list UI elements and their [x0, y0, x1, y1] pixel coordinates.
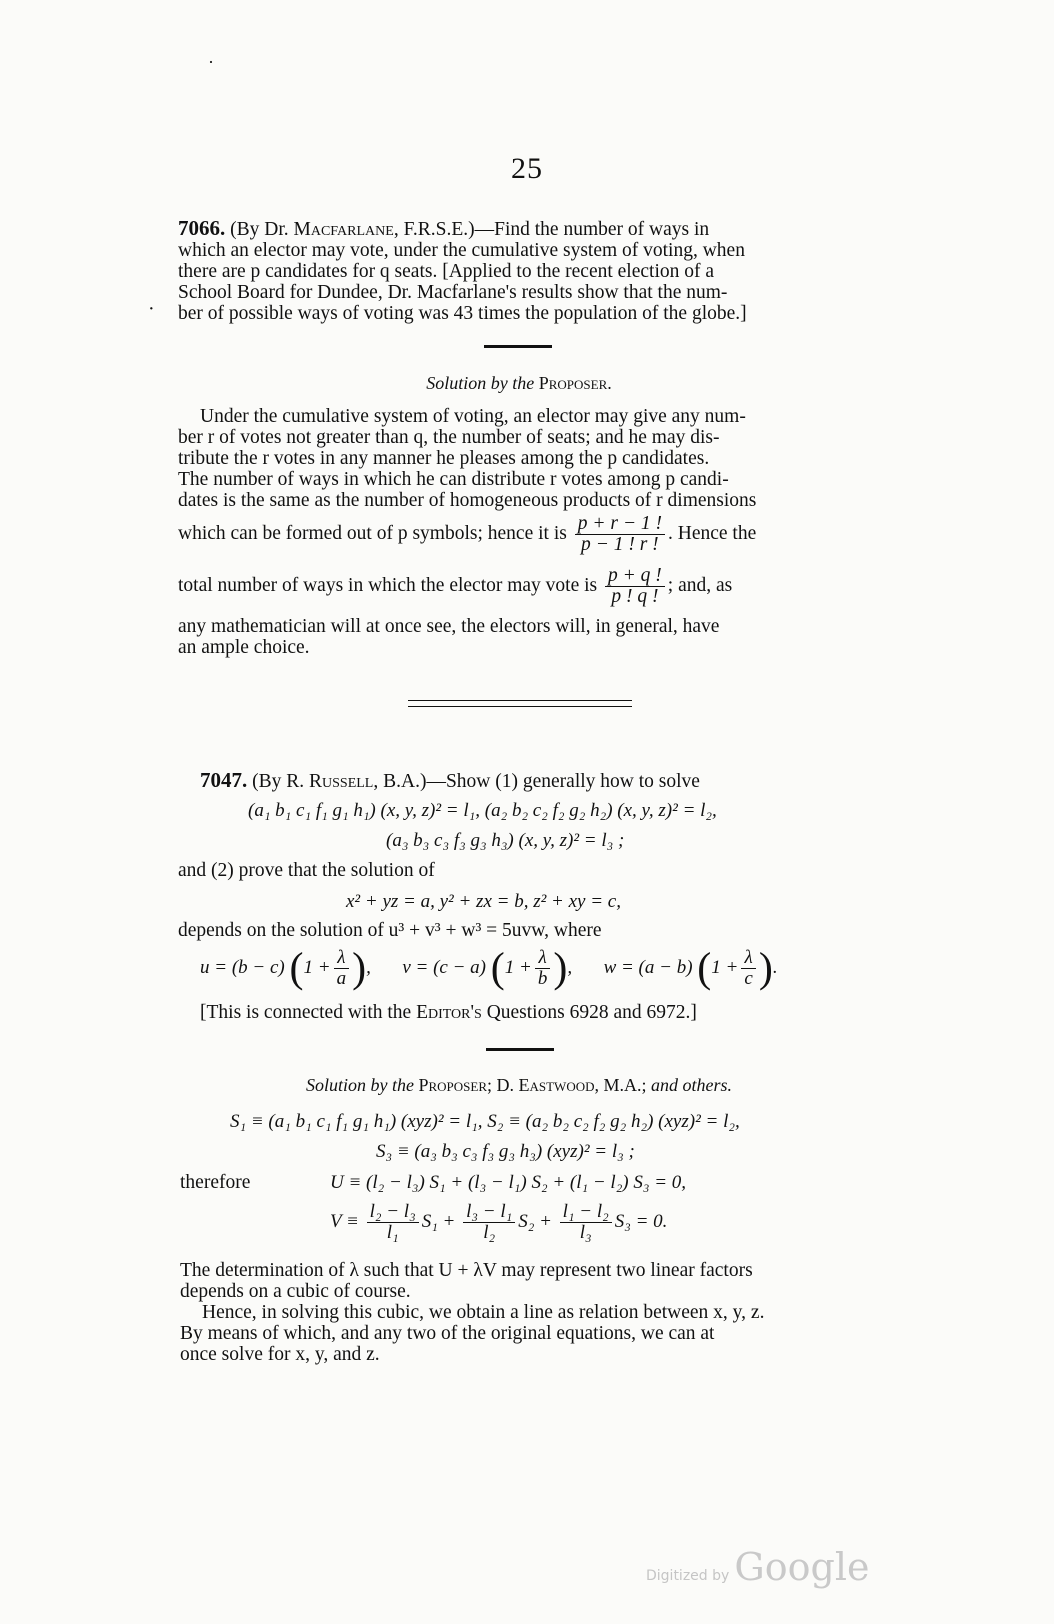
- digitized-by-watermark: Digitized by Google: [646, 1545, 870, 1589]
- therefore-label: therefore: [180, 1172, 251, 1193]
- fraction: $\frac{p + q !}{p ! q !}$: [605, 566, 665, 607]
- question-7066-line: ber of possible ways of voting was 43 times the population of the globe.]: [178, 303, 747, 324]
- solution-heading: Solution by the Proposer.: [426, 373, 612, 393]
- stray-dot: ·: [208, 52, 214, 72]
- equation: (a₃ b₃ c₃ f₃ g₃ h₃) (x, y, z)² = l₃ ;: [386, 830, 625, 851]
- fraction: $\frac{\text{l₁ − l₂}}{\text{l₃}}$: [560, 1202, 612, 1243]
- page-number: 25: [511, 152, 543, 185]
- v-equation: V ≡ $\frac{\text{l₂ − l₃}}{\text{l₁}}$ S₁ + $\frac{\text{l₃ − l₁}}{\text{l₂}}$ S₂ + $\frac{\text{l₁ − l₂}}{\text{l₃}}$ S₃ = 0.: [330, 1201, 668, 1243]
- question-number: 7066.: [178, 216, 226, 240]
- equation: S₃ ≡ (a₃ b₃ c₃ f₃ g₃ h₃) (xyz)² = l₃ ;: [376, 1141, 635, 1162]
- fraction: $\frac{\lambda}{a}$: [334, 948, 350, 989]
- author-name: Macfarlane: [293, 219, 394, 240]
- solution-7066-formula-line: total number of ways in which the elector may vote is $\frac{p + q !}{p ! q !}$ ; and, as: [178, 565, 733, 607]
- fraction: $\frac{\text{l₂ − l₃}}{\text{l₁}}$: [367, 1202, 419, 1243]
- double-divider-top: [408, 700, 632, 701]
- short-divider: [484, 345, 552, 348]
- editor-note: [This is connected with the Editor's Questions 6928 and 6972.]: [200, 1002, 697, 1023]
- equation: x² + yz = a, y² + zx = b, z² + xy = c,: [346, 891, 621, 912]
- question-7066-line: 7066. (By Dr. Macfarlane, F.R.S.E.)—Find the number of ways in: [178, 216, 710, 240]
- question-7047: 7047. (By R. Russell, B.A.)—Show (1) generally how to solve: [200, 768, 700, 792]
- question-7066-line: School Board for Dundee, Dr. Macfarlane's results show that the num-: [178, 282, 728, 303]
- fraction: $\frac{p + r - 1 !}{p - 1 ! r !}$: [575, 514, 665, 555]
- google-logo: Google: [734, 1545, 870, 1589]
- question-7066-line: there are p candidates for q seats. [Applied to the recent election of a: [178, 261, 715, 282]
- uvw-definitions: u = (b − c) (1 + $\frac{\lambda}{a}$ ), v = (c − a) (1 + $\frac{\lambda}{b}$ ), w = (a − b) (1 + $\frac{\lambda}{c}$ ).: [200, 945, 778, 992]
- author-name: Russell: [309, 771, 374, 792]
- fraction: $\frac{\lambda}{b}$: [535, 948, 551, 989]
- question-number: 7047.: [200, 768, 248, 792]
- solution-7047-text: The determination of λ such that U + λV may represent two linear factors depends on a cubic of course. Hence, in solving this cubic, we obtain a line as relation between x, y, z. By means of which, and any two of the original equations, we can at once solve for x, y, and z.: [180, 1260, 765, 1365]
- text-line: and (2) prove that the solution of: [178, 860, 435, 881]
- solution-heading: Solution by the Proposer; D. Eastwood, M.A.; and others.: [305, 1075, 733, 1095]
- equation: U ≡ (l₂ − l₃) S₁ + (l₃ − l₁) S₂ + (l₁ − l₂) S₃ = 0,: [330, 1172, 687, 1193]
- short-divider: [486, 1048, 554, 1051]
- fraction: $\frac{\text{l₃ − l₁}}{\text{l₂}}$: [463, 1202, 515, 1243]
- equation: (a₁ b₁ c₁ f₁ g₁ h₁) (x, y, z)² = l₁, (a₂ b₂ c₂ f₂ g₂ h₂) (x, y, z)² = l₂,: [248, 800, 717, 821]
- solution-7066-formula-line: which can be formed out of p symbols; hence it is $\frac{p + r - 1 !}{p - 1 ! r !}$ . Hence the: [178, 513, 757, 555]
- equation: S₁ ≡ (a₁ b₁ c₁ f₁ g₁ h₁) (xyz)² = l₁, S₂ ≡ (a₂ b₂ c₂ f₂ g₂ h₂) (xyz)² = l₂,: [230, 1111, 740, 1132]
- margin-dot: ·: [148, 298, 155, 320]
- question-7066-line: which an elector may vote, under the cumulative system of voting, when: [178, 240, 745, 261]
- text-line: depends on the solution of u³ + v³ + w³ = 5uvw, where: [178, 920, 602, 941]
- question-7066: [178, 218, 860, 324]
- solution-7066: Under the cumulative system of voting, an elector may give any num- ber r of votes not greater than q, the number of seats; and he may dis- tribute the r votes in any manner he pleases among the p candidates. The number of ways in which he can distribute r votes among p candi- dates is the same as the number of homogeneous products of r dimensions: [178, 406, 757, 511]
- solution-7066-end: any mathematician will at once see, the electors will, in general, have an ample choice.: [178, 616, 720, 658]
- double-divider-bottom: [408, 706, 632, 707]
- fraction: $\frac{\lambda}{c}$: [741, 948, 755, 989]
